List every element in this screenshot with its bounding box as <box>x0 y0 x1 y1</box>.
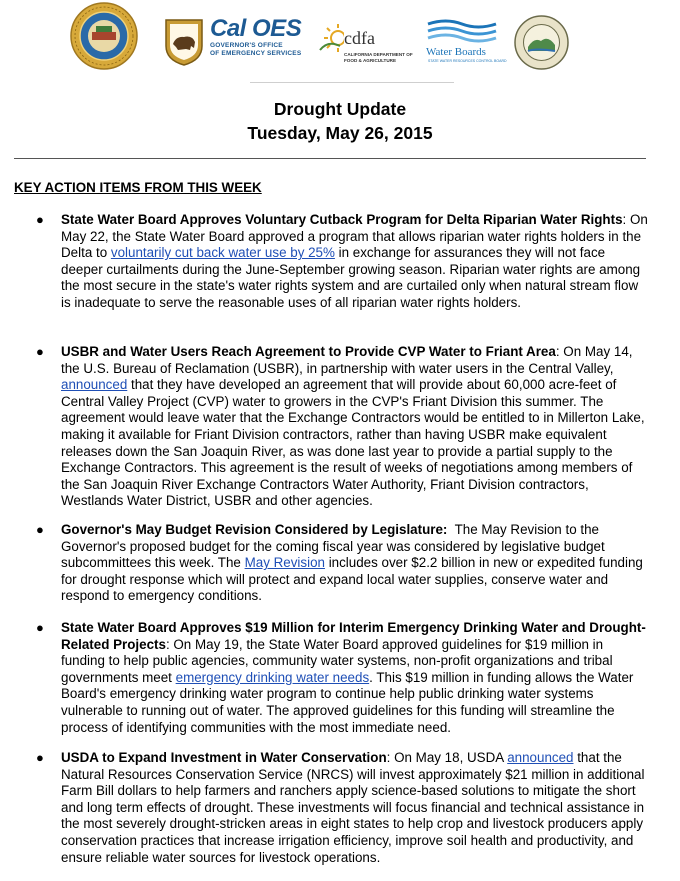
item-heading: State Water Board Approves $19 Million for Interim Emergency Drinking Water and Drought-Related Projects <box>61 620 646 652</box>
water-boards-name: Water Boards <box>426 46 486 58</box>
item-link[interactable]: voluntarily cut back water use by 25% <box>110 245 335 261</box>
item-text: : On May 22, the State Water Board approved a program that allows riparian water rights holders in the Delta to <box>61 212 648 261</box>
item-text: : On May 14, the U.S. Bureau of Reclamation (USBR), in partnership with water users in the Central Valley, <box>61 344 633 376</box>
cal-oes-title: Cal OES <box>210 15 302 42</box>
item-text: The May Revision to the Governor's proposed budget for the coming fiscal year was considered by legislative budget subcommittees this week. The <box>61 522 609 571</box>
item-link[interactable]: May Revision <box>244 555 325 571</box>
cdfa-logo <box>318 18 414 68</box>
water-resources-seal-logo <box>514 15 569 70</box>
cal-oes-subtitle-1: GOVERNOR'S OFFICE <box>210 42 283 49</box>
cdfa-subtitle-2: FOOD & AGRICULTURE <box>344 57 397 63</box>
document-title: Drought Update <box>273 99 407 119</box>
header-rule <box>14 158 646 159</box>
action-item-2 <box>0 344 649 510</box>
bullet-icon: ● <box>36 620 44 635</box>
action-item-3 <box>0 522 649 605</box>
item-heading: USDA to Expand Investment in Water Conservation <box>61 750 387 765</box>
action-item-4 <box>0 620 649 736</box>
item-link[interactable]: announced <box>61 377 128 393</box>
cal-oes-subtitle-2: OF EMERGENCY SERVICES <box>210 50 302 57</box>
header-logos <box>70 0 610 82</box>
water-boards-logo <box>424 18 507 68</box>
cdfa-subtitle <box>344 52 413 63</box>
governor-seal-logo <box>70 2 138 70</box>
item-text: that they have developed an agreement that will provide about 60,000 acre-feet of Central Valley Project (CVP) water to growers in the CVP's Friant Division this summer. The agreement would leave water that the Exchange Contractors would be entitled to in Millerton Lake, making it available for Friant Division contractors, rather than having USBR make equivalent releases down the San Joaquin River, as was done last year to provide a partial supply to the Exchange Contractors. This agreement is the result of weeks of negotiations among members of the San Joaquin River Exchange Contractors Water Authority, Friant Division contractors, Westlands Water District, USBR and other agencies. <box>61 377 645 509</box>
bullet-icon: ● <box>36 750 44 765</box>
item-text: . This $19 million in funding allows the Water Board's emergency drinking water program to continue help public drinking water systems vulnerable to running out of water. The approved guidelines for this funding will streamline the process of identifying communities with the most immediate need. <box>61 669 634 735</box>
action-item-5 <box>0 750 649 866</box>
item-heading: State Water Board Approves Voluntary Cutback Program for Delta Riparian Water Rights <box>61 212 623 227</box>
item-text: in exchange for assurances they will not face deeper curtailments during the June-September growing season. Riparian water rights are among the most secure in the state's water rights system and are curtailed only when natural stream flow is inadequate to serve the reasonable uses of all riparian water rights holders. <box>61 245 641 310</box>
logo-divider <box>250 82 454 83</box>
item-text: : On May 19, the State Water Board approved guidelines for $19 million in funding to help public agencies, community water systems, non-profit organizations and tribal governments meet <box>61 636 613 685</box>
item-heading: USBR and Water Users Reach Agreement to Provide CVP Water to Friant Area <box>61 344 556 359</box>
bullet-icon: ● <box>36 344 44 359</box>
cal-oes-bear-shield-icon <box>164 18 204 66</box>
item-text: that the Natural Resources Conservation Service (NRCS) will invest approximately $21 million in additional Farm Bill dollars to help farmers and ranchers apply science-based solutions to mitigate the short and long term effects of drought. These investments will focus financial and technical assistance in the most severely drought-stricken areas in eight states to help crop and livestock producers apply conservation practices that increase irrigation efficiency, improve soil health and productivity, and ensure reliable water sources for livestock operations. <box>61 750 645 865</box>
action-item-1 <box>0 212 649 312</box>
document-date: Tuesday, May 26, 2015 <box>247 123 433 143</box>
cdfa-subtitle-1: CALIFORNIA DEPARTMENT OF <box>344 52 413 57</box>
item-text: includes over $2.2 billion in new or expedited funding for drought response which will protect and expand local water supplies, conserve water and respond to emergency conditions. <box>61 555 643 604</box>
water-boards-subtitle: STATE WATER RESOURCES CONTROL BOARD <box>428 59 507 63</box>
bullet-icon: ● <box>36 522 44 537</box>
cdfa-name: cdfa <box>344 28 375 48</box>
bullet-icon: ● <box>36 212 44 227</box>
item-text: : On May 18, USDA <box>386 750 508 765</box>
cdfa-sun-icon <box>318 20 344 60</box>
item-link[interactable]: emergency drinking water needs <box>175 669 370 685</box>
water-waves-icon <box>426 18 498 46</box>
section-heading: KEY ACTION ITEMS FROM THIS WEEK <box>14 180 262 195</box>
item-link[interactable]: announced <box>507 750 574 765</box>
item-heading: Governor's May Budget Revision Considered by Legislature: <box>61 522 448 537</box>
cal-oes-logo <box>210 16 318 68</box>
